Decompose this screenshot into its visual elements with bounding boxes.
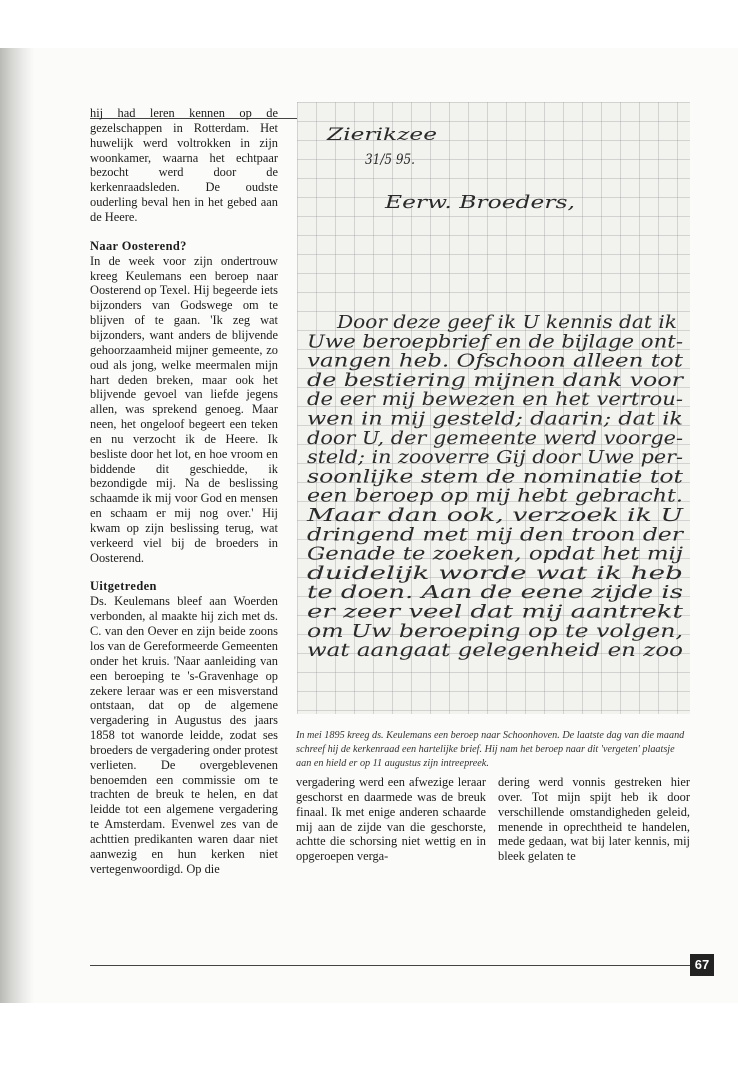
- page-number: 67: [690, 954, 714, 976]
- letter-line: soonlijke stem de nominatie tot: [307, 467, 685, 488]
- text-column-3: [498, 775, 690, 864]
- letter-line: steld; in zooverre Gij door Uwe per-: [307, 448, 684, 469]
- letter-line: Eerw. Broeders,: [383, 192, 575, 213]
- letter-line: duidelijk worde wat ik heb: [307, 563, 683, 584]
- letter-line: 31/5 95.: [365, 152, 415, 168]
- letter-line: dringend met mij den troon der: [307, 525, 686, 546]
- paragraph-column-3: dering werd vonnis gestreken hier over. Tot mijn spijt heb ik door verschillende omstandigheden geleid, menende in oprechtheid te handelen, mede gedaan, wat bij later kennis, mij bleek gelaten te: [498, 775, 690, 864]
- text-column-1: [90, 106, 278, 877]
- letter-handwriting: [297, 102, 690, 714]
- footer-rule: [90, 965, 690, 966]
- letter-line: wat aangaat gelegenheid en zoo: [307, 641, 683, 662]
- letter-line: de bestiering mijnen dank voor: [307, 370, 686, 391]
- letter-line: door U, der gemeente werd voorge-: [307, 428, 684, 449]
- letter-line: een beroep op mij hebt gebracht.: [307, 486, 683, 507]
- letter-line: om Uw beroeping op te volgen,: [307, 621, 683, 642]
- paragraph-wedding: hij had leren kennen op de gezelschappen in Rotterdam. Het huwelijk werd voltrokken in zijn woonkamer, waarna het echtpaar bezocht werd door de kerkenraadsleden. De oudste ouderling beval hen in het gebed aan de Heere.: [90, 106, 278, 224]
- letter-line: Zierikzee: [325, 125, 437, 145]
- paragraph-uitgetreden: Ds. Keulemans bleef aan Woerden verbonden, al maakte hij zich met ds. C. van den Oever en zijn beide zoons los van de Gereformeerde Gemeenten onder het kruis. 'Naar aanleiding van een beroeping te 's-Gravenhage op zekere leraar was er een misverstand ontstaan, dat op de algemene vergadering in Augustus des jaars 1858 tot wanorde leidde, zodat ses broeders de vergadering onder protest verlieten. De overgeblevenen benoemden een commissie om te trachten de breuk te helen, en dat leidde tot een algemene vergadering te Amsterdam. Evenwel zes van de achttien predikanten waren daar niet aanwezig en hun kerken niet vertegenwoordigd. Op die: [90, 594, 278, 876]
- image-caption: In mei 1895 kreeg ds. Keulemans een beroep naar Schoonhoven. De laatste dag van die maand schreef hij de kerkenraad een hartelijke brief. Hij nam het beroep naar dit 'vergeten' plaatsje aan en hield er op 11 augustus zijn intreepreek.: [296, 730, 685, 769]
- text-column-2: [296, 775, 486, 864]
- letter-line: Genade te zoeken, opdat het mij: [307, 544, 684, 565]
- letter-line: Door deze geef ik U kennis dat ik: [335, 313, 677, 333]
- paragraph-oosterend: In de week voor zijn ondertrouw kreeg Keulemans een beroep naar Oosterend op Texel. Hij begeerde iets bijzonders van Godswege om te blijven of te gaan. 'Ik zeg wat bijzonders, want anders de blijvende gehoorzaamheid mijner gemeente, zo oud als jong, welke meermalen mijn hart deden breken, maar ook het blijvende gevoel van liefde jegens allen, was sprekend genoeg. Maar neen, het ongeloof begeert een teken en nu verzocht ik de Heere. Ik besliste door het lot, en hoe vroom en biddende dit geschiedde, ik bezondigde mij. Na de beslissing schaamde ik mij voor God en mensen en schaam er mij nog over.' Hij kwam op zijn beslissing terug, wat verkeerd viel bij de broeders in Oosterend.: [90, 253, 278, 565]
- heading-uitgetreden: Uitgetreden: [90, 579, 157, 594]
- letter-line: Uwe beroepbrief en de bijlage ont-: [307, 332, 684, 353]
- letter-line: wen in mij gesteld; daarin; dat ik: [307, 409, 683, 430]
- book-spine: [0, 48, 34, 1003]
- handwritten-letter-image: [297, 102, 690, 714]
- heading-oosterend: Naar Oosterend?: [90, 238, 187, 253]
- letter-line: vangen heb. Ofschoon alleen tot: [307, 351, 685, 372]
- letter-line: te doen. Aan de eene zijde is: [307, 583, 684, 604]
- paragraph-column-2: vergadering werd een afwezige leraar geschorst en daarmede was de breuk finaal. Ik met enige anderen schaarde mij aan de zijde van die geschorste, achtte die schorsing niet wettig en in opgeroepen verga-: [296, 775, 486, 864]
- letter-line: Maar dan ook, verzoek ik U: [305, 506, 685, 526]
- letter-line: de eer mij bewezen en het vertrou-: [307, 390, 684, 411]
- letter-line: er zeer veel dat mij aantrekt: [307, 602, 685, 623]
